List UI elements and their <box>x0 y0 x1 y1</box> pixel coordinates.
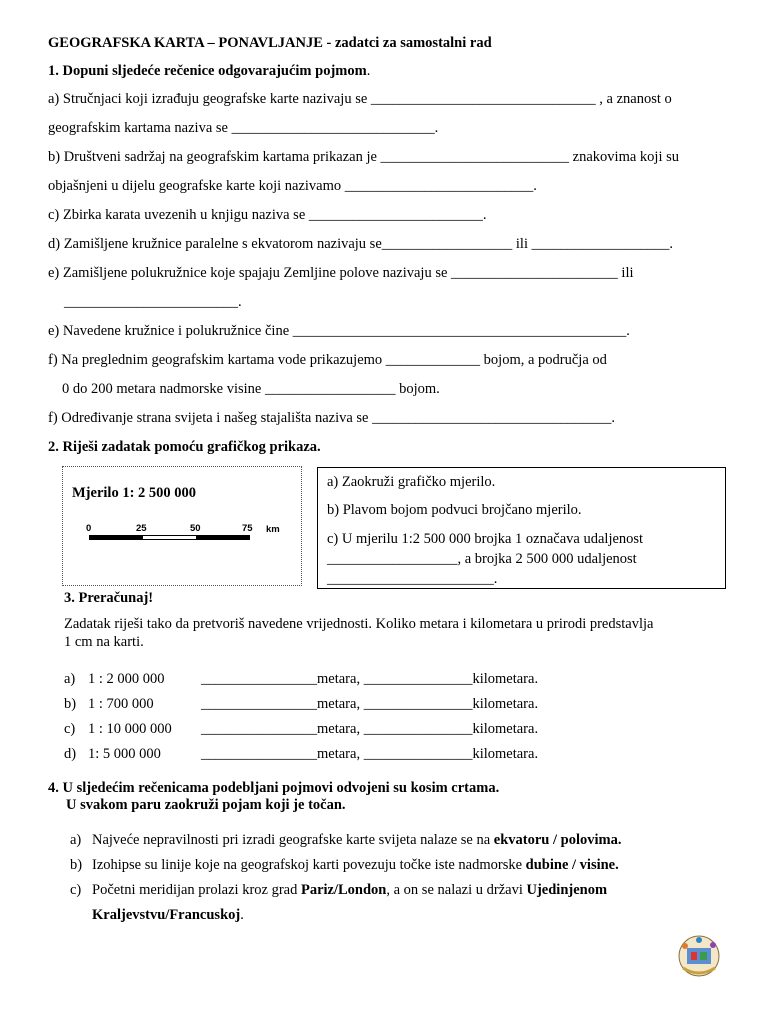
q4-c-choice-country-part2: Kraljevstvu/Francuskoj <box>92 907 241 923</box>
q1-d-line: d) Zamišljene kružnice paralelne s ekvatorom nazivaju se__________________ ili ___________________. <box>48 236 673 252</box>
q1-b-line2: objašnjeni u dijelu geografske karte koji nazivamo __________________________. <box>48 178 537 194</box>
q4-a-text: Najveće nepravilnosti pri izradi geografske karte svijeta nalaze se na <box>92 832 494 848</box>
q3-row-letter: c) <box>64 721 76 737</box>
q4-item-a <box>70 832 621 849</box>
q3-row-scale: 1: 5 000 000 <box>88 746 161 762</box>
q4-b-choice: dubine / visine. <box>525 857 619 873</box>
q2-task-b: b) Plavom bojom podvuci brojčano mjerilo. <box>327 502 582 518</box>
q4-c-text1: Početni meridijan prolazi kroz grad <box>92 882 301 898</box>
scale-tick-km: km <box>266 524 280 535</box>
scale-bar-segment-2 <box>142 535 197 540</box>
scale-bar-segment-1 <box>89 535 143 540</box>
q1-f2-line: f) Određivanje strana svijeta i našeg stajališta naziva se _________________________________. <box>48 410 615 426</box>
q2-task-c-line3: _______________________. <box>327 571 498 587</box>
q3-row-scale: 1 : 700 000 <box>88 696 154 712</box>
q3-row-c <box>64 721 538 738</box>
q4-item-letter: c) <box>70 882 82 898</box>
q1-heading <box>48 63 370 80</box>
scale-tick-25: 25 <box>136 523 147 534</box>
q4-heading-line2: U svakom paru zaokruži pojam koji je točan. <box>66 797 346 813</box>
q4-item-c-line2 <box>92 907 244 924</box>
q3-row-fill: ________________metara, _______________kilometara. <box>201 746 539 762</box>
q4-heading-line1: 4. U sljedećim rečenicama podebljani pojmovi odvojeni su kosim crtama. <box>48 780 500 796</box>
scale-tick-75: 75 <box>242 523 253 534</box>
q2-task-c-line1: c) U mjerilu 1:2 500 000 brojka 1 označava udaljenost <box>327 531 644 547</box>
q1-heading-text: 1. Dopuni sljedeće rečenice odgovarajućim pojmom <box>48 63 367 79</box>
q3-row-letter: b) <box>64 696 77 712</box>
q4-item-b <box>70 857 619 874</box>
q4-a-choice: ekvatoru / polovima. <box>493 832 622 848</box>
q3-row-d <box>64 746 538 763</box>
q4-c-end: . <box>240 907 244 923</box>
page-title <box>48 35 492 52</box>
q3-row-b <box>64 696 538 713</box>
q1-e1-line2: ________________________. <box>64 294 242 310</box>
q1-heading-end: . <box>366 63 371 79</box>
q3-row-a <box>64 671 538 688</box>
q1-b-line1: b) Društveni sadržaj na geografskim kartama prikazan je __________________________ znakovima koji su <box>48 149 679 165</box>
q3-row-fill: ________________metara, _______________kilometara. <box>201 671 539 687</box>
q2-heading: 2. Riješi zadatak pomoću grafičkog prikaza. <box>48 439 321 455</box>
scale-label: Mjerilo 1: 2 500 000 <box>72 485 197 501</box>
q3-row-scale: 1 : 2 000 000 <box>88 671 165 687</box>
q3-row-letter: a) <box>64 671 76 687</box>
q4-b-text: Izohipse su linije koje na geografskoj karti povezuju točke iste nadmorske <box>92 857 526 873</box>
q3-intro-line1: Zadatak riješi tako da pretvoriš navedene vrijednosti. Koliko metara i kilometara u prirodi predstavlja <box>64 616 654 632</box>
q1-e1-line1: e) Zamišljene polukružnice koje spajaju Zemljine polove nazivaju se _______________________ ili <box>48 265 634 281</box>
q3-row-fill: ________________metara, _______________kilometara. <box>201 696 539 712</box>
q1-f1-line2: 0 do 200 metara nadmorske visine __________________ bojom. <box>62 381 440 397</box>
q3-row-letter: d) <box>64 746 77 762</box>
q4-c-choice-city: Pariz/London <box>300 882 387 898</box>
school-logo-icon <box>673 930 725 982</box>
q2-task-c-line2: __________________, a brojka 2 500 000 udaljenost <box>327 551 637 567</box>
q2-task-a: a) Zaokruži grafičko mjerilo. <box>327 474 496 490</box>
q1-e2-line: e) Navedene kružnice i polukružnice čine ______________________________________________. <box>48 323 630 339</box>
q1-a-line2: geografskim kartama naziva se ____________________________. <box>48 120 439 136</box>
q1-f1-line1: f) Na preglednim geografskim kartama vode prikazujemo _____________ bojom, a područja od <box>48 352 607 368</box>
scale-bar-segment-3 <box>196 535 250 540</box>
q1-a-line1: a) Stručnjaci koji izrađuju geografske karte nazivaju se _______________________________ , a znanost o <box>48 91 672 107</box>
q4-item-c <box>70 882 607 899</box>
q3-row-fill: ________________metara, _______________kilometara. <box>201 721 539 737</box>
q4-item-letter: a) <box>70 832 82 848</box>
q1-c-line: c) Zbirka karata uvezenih u knjigu naziva se ________________________. <box>48 207 487 223</box>
q3-intro-line2: 1 cm na karti. <box>64 634 144 650</box>
q4-c-choice-country-part1: Ujedinjenom <box>526 882 608 898</box>
q3-heading: 3. Preračunaj! <box>64 590 154 606</box>
scale-tick-0: 0 <box>86 523 92 534</box>
title-sub: - zadatci za samostalni rad <box>322 35 492 51</box>
q4-c-text2: , a on se nalazi u državi <box>386 882 527 898</box>
q4-item-letter: b) <box>70 857 83 873</box>
q3-row-scale: 1 : 10 000 000 <box>88 721 172 737</box>
scale-tick-50: 50 <box>190 523 201 534</box>
title-main: GEOGRAFSKA KARTA – PONAVLJANJE <box>48 35 323 51</box>
